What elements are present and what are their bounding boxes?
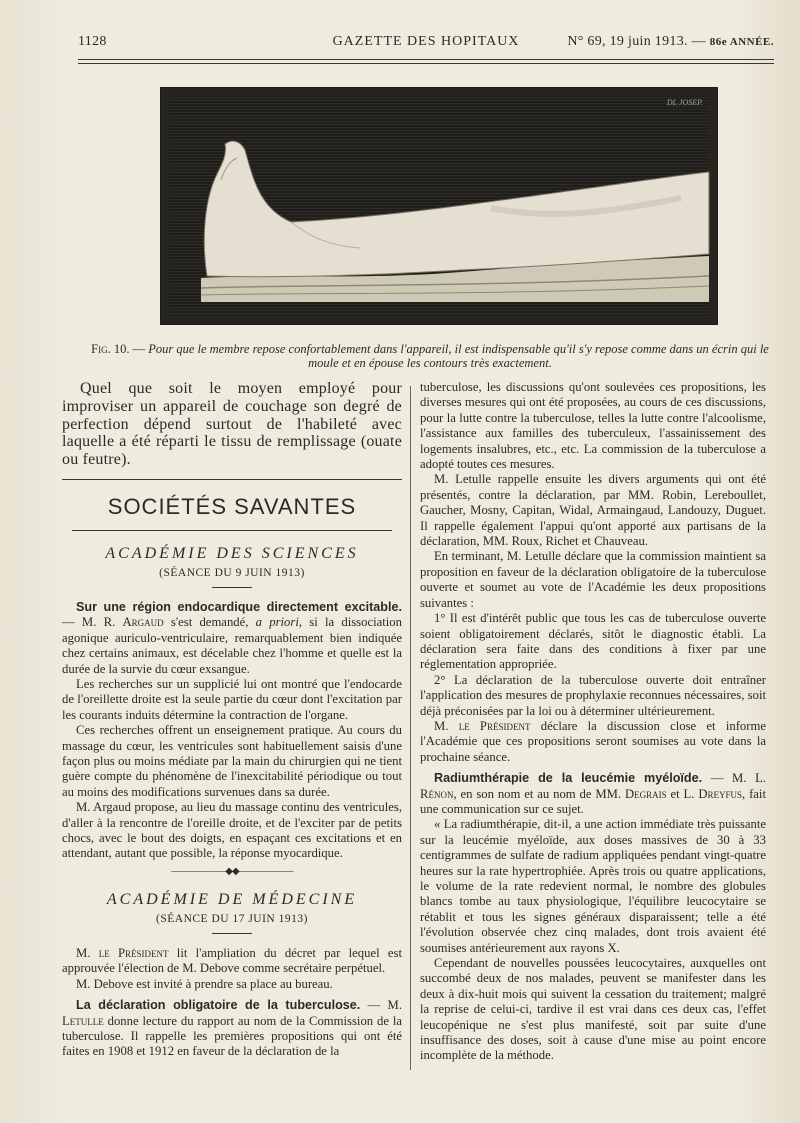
header-rule [78, 59, 774, 60]
article-paragraph: En terminant, M. Letulle déclare que la commission maintient sa proposition en faveur de la déclaration obligatoire de la tuberculose ouverte et soumet au vote de l'Académie les deux propositions suivantes : [420, 549, 766, 610]
article-paragraph: M. Argaud propose, au lieu du massage continu des ventricules, d'aller à la rencontre de l'oreille droite, et de l'exciter par de petits chocs, avec le bout des doigts, en espaçant ces excitations et en attendant, autant que possible, la réponse myocardique. [62, 800, 402, 861]
page-number: 1128 [78, 34, 107, 49]
figure-label: Fig. 10. — [91, 342, 146, 356]
article-rubric: La déclaration obligatoire de la tuberculose. [76, 998, 361, 1013]
section-title-rule [72, 530, 392, 531]
article-paragraph: M. Debove est invité à prendre sa place au bureau. [76, 976, 333, 991]
year-label: 86e ANNÉE. [709, 36, 774, 48]
author-name: Argaud [122, 615, 164, 630]
figure-engraving [160, 87, 718, 325]
ornament-divider: ——————◆◆—————— [171, 865, 293, 877]
author-name: Degrais [624, 786, 667, 801]
short-rule [212, 933, 252, 934]
page-header [78, 34, 774, 56]
short-rule [212, 587, 252, 588]
session-date-sciences: (SÉANCE DU 9 JUIN 1913) [159, 566, 305, 579]
session-date-medecine: (SÉANCE DU 17 JUIN 1913) [156, 912, 308, 925]
leg-illustration [161, 88, 717, 324]
article-paragraph: 2° La déclaration de la tuberculose ouverte doit entraîner l'application des mesures de prophylaxie reconnues nécessaires, soit déjà préconisées par la loi ou à déterminer ultérieurement. [420, 672, 766, 718]
figure-caption [90, 342, 770, 370]
author-name: Dreyfus [698, 786, 743, 801]
column-separator [410, 386, 411, 1070]
article-paragraph: « La radiumthérapie, dit-il, a une action immédiate très puissante sur la leucémie myéloïde, aux doses massives de 30 à 33 centigrammes de sulfate de radium appliquées pendant vingt-quatre heures sur la rate hypertrophiée. Après trois ou quatre applications, le volume de la rate redevient normal, le nombre des globules blancs tombe au taux physiologique, l'équilibre leucocytaire se rétablit et tous les signes généraux disparaissent; telle a été l'évolution observée chez cinq malades, dont trois avaient été soumises antérieurement aux rayons X. [420, 817, 766, 955]
article-paragraph: tuberculose, les discussions qu'ont soulevées ces propositions, les diverses mesures qui ont été proposées, au cours de ces discussions, pour la lutte contre la tuberculose, telles la lutte contre l'alcoolisme, l'assistance aux familles des tuberculeux, l'assainissement des logements insalubres, etc., etc. La commission de la tuberculose a adopté toutes ces mesures. [420, 380, 766, 472]
article-paragraph: Radiumthérapie de la leucémie myéloïde. — M. L. Rénon, en son nom et au nom de MM. Degrais et L. Dreyfus, fait une communication sur ce sujet. [420, 771, 766, 816]
section-title: SOCIÉTÉS SAVANTES [107, 493, 357, 519]
article-paragraph: M. le Président déclare la discussion close et informe l'Académie que ces propositions seront soumises au vote dans la prochaine séance. [420, 718, 766, 764]
intro-paragraph: Quel que soit le moyen employé pour improviser un appareil de couchage son degré de perfection dépend surtout de l'habileté avec laquelle a été réparti le tissu de remplissage (ouate ou feutre). [62, 380, 402, 469]
author-name: Letulle [62, 1013, 104, 1028]
article-paragraph: M. Letulle rappelle ensuite les divers arguments qui ont été présentés, contre la déclaration, par MM. Robin, Lereboullet, Gaucher, Mosny, Capitan, Widal, Armaingaud, Landouzy, Duguet. Il rappelle également l'appui qu'ont apporté aux partisans de la déclaration, MM. Roux, Richet et Chauveau. [420, 472, 766, 549]
journal-title: GAZETTE DES HOPITAUX [332, 34, 520, 49]
article-paragraph: Sur une région endocardique directement excitable. — M. R. Argaud s'est demandé, a priori, si la dissociation agonique auriculo-ventriculaire, remarquablement bien indiquée chez certains animaux, est décelable chez l'homme et quelle est la durée de la survie du cœur exsangue. [62, 599, 402, 676]
article-paragraph: 1° Il est d'intérêt public que tous les cas de tuberculose ouverte soient obligatoirement déclarés, sitôt le diagnostic établi. La déclaration sera faite dans des conditions à fixer par une réglementation appropriée. [420, 611, 766, 672]
header-rule-double [78, 63, 774, 64]
academy-heading-sciences: ACADÉMIE DES SCIENCES [105, 544, 359, 562]
article-rubric: Sur une région endocardique directement excitable. [76, 599, 402, 614]
author-name: Rénon [420, 786, 454, 801]
article-paragraph: Les recherches sur un supplicié lui ont montré que l'endocarde de l'oreillette droite est la seule partie du cœur dont l'excitation par les courants induits détermine la contraction de l'organe. [62, 677, 402, 722]
issue-date: N° 69, 19 juin 1913. — 86e ANNÉE. [567, 34, 774, 49]
section-rule [62, 479, 402, 480]
academy-heading-medecine: ACADÉMIE DE MÉDECINE [106, 890, 358, 908]
article-paragraph: M. le Président lit l'ampliation du décret par lequel est approuvée l'élection de M. Debove comme secrétaire perpétuel. [62, 945, 402, 976]
engraver-signature: DL JOSEP. [666, 98, 703, 107]
article-rubric: Radiumthérapie de la leucémie myéloïde. [434, 771, 703, 786]
caption-text: Pour que le membre repose confortablement dans l'appareil, il est indispensable qu'il s'y repose comme dans un écrin qui le moule et en épouse les contours très exactement. [148, 342, 769, 370]
intro-paragraph-block [62, 380, 402, 469]
article-paragraph: La déclaration obligatoire de la tuberculose. — M. Letulle donne lecture du rapport au nom de la Commission de la tuberculose. Il rappelle les premières propositions qui ont été faites en 1908 et 1912 en faveur de la déclaration de la [62, 998, 402, 1059]
article-paragraph: Ces recherches offrent un enseignement pratique. Au cours du massage du cœur, les ventricules sont habituellement saisis d'une façon plus ou moins médiate par la main du chirurgien qui ne tient guère compte du phénomène de l'inexcitabilité périodique ou tout au moins des modifications survenues dans sa durée. [62, 723, 402, 799]
article-paragraph: Cependant de nouvelles poussées leucocytaires, auxquelles ont succombé deux de nos malades, peuvent se manifester dans les deux à dix-huit mois qui suivent la cessation du traitement; malgré la reprise de celui-ci, tardive il est vrai dans ces deux cas, l'effet leucopénique ne s'est plus manifesté, soit par suite d'une insuffisance des doses, soit à cause d'une mise au point encore incomplète de la méthode. [420, 956, 766, 1063]
left-column [62, 380, 402, 1060]
right-column [420, 380, 766, 1064]
